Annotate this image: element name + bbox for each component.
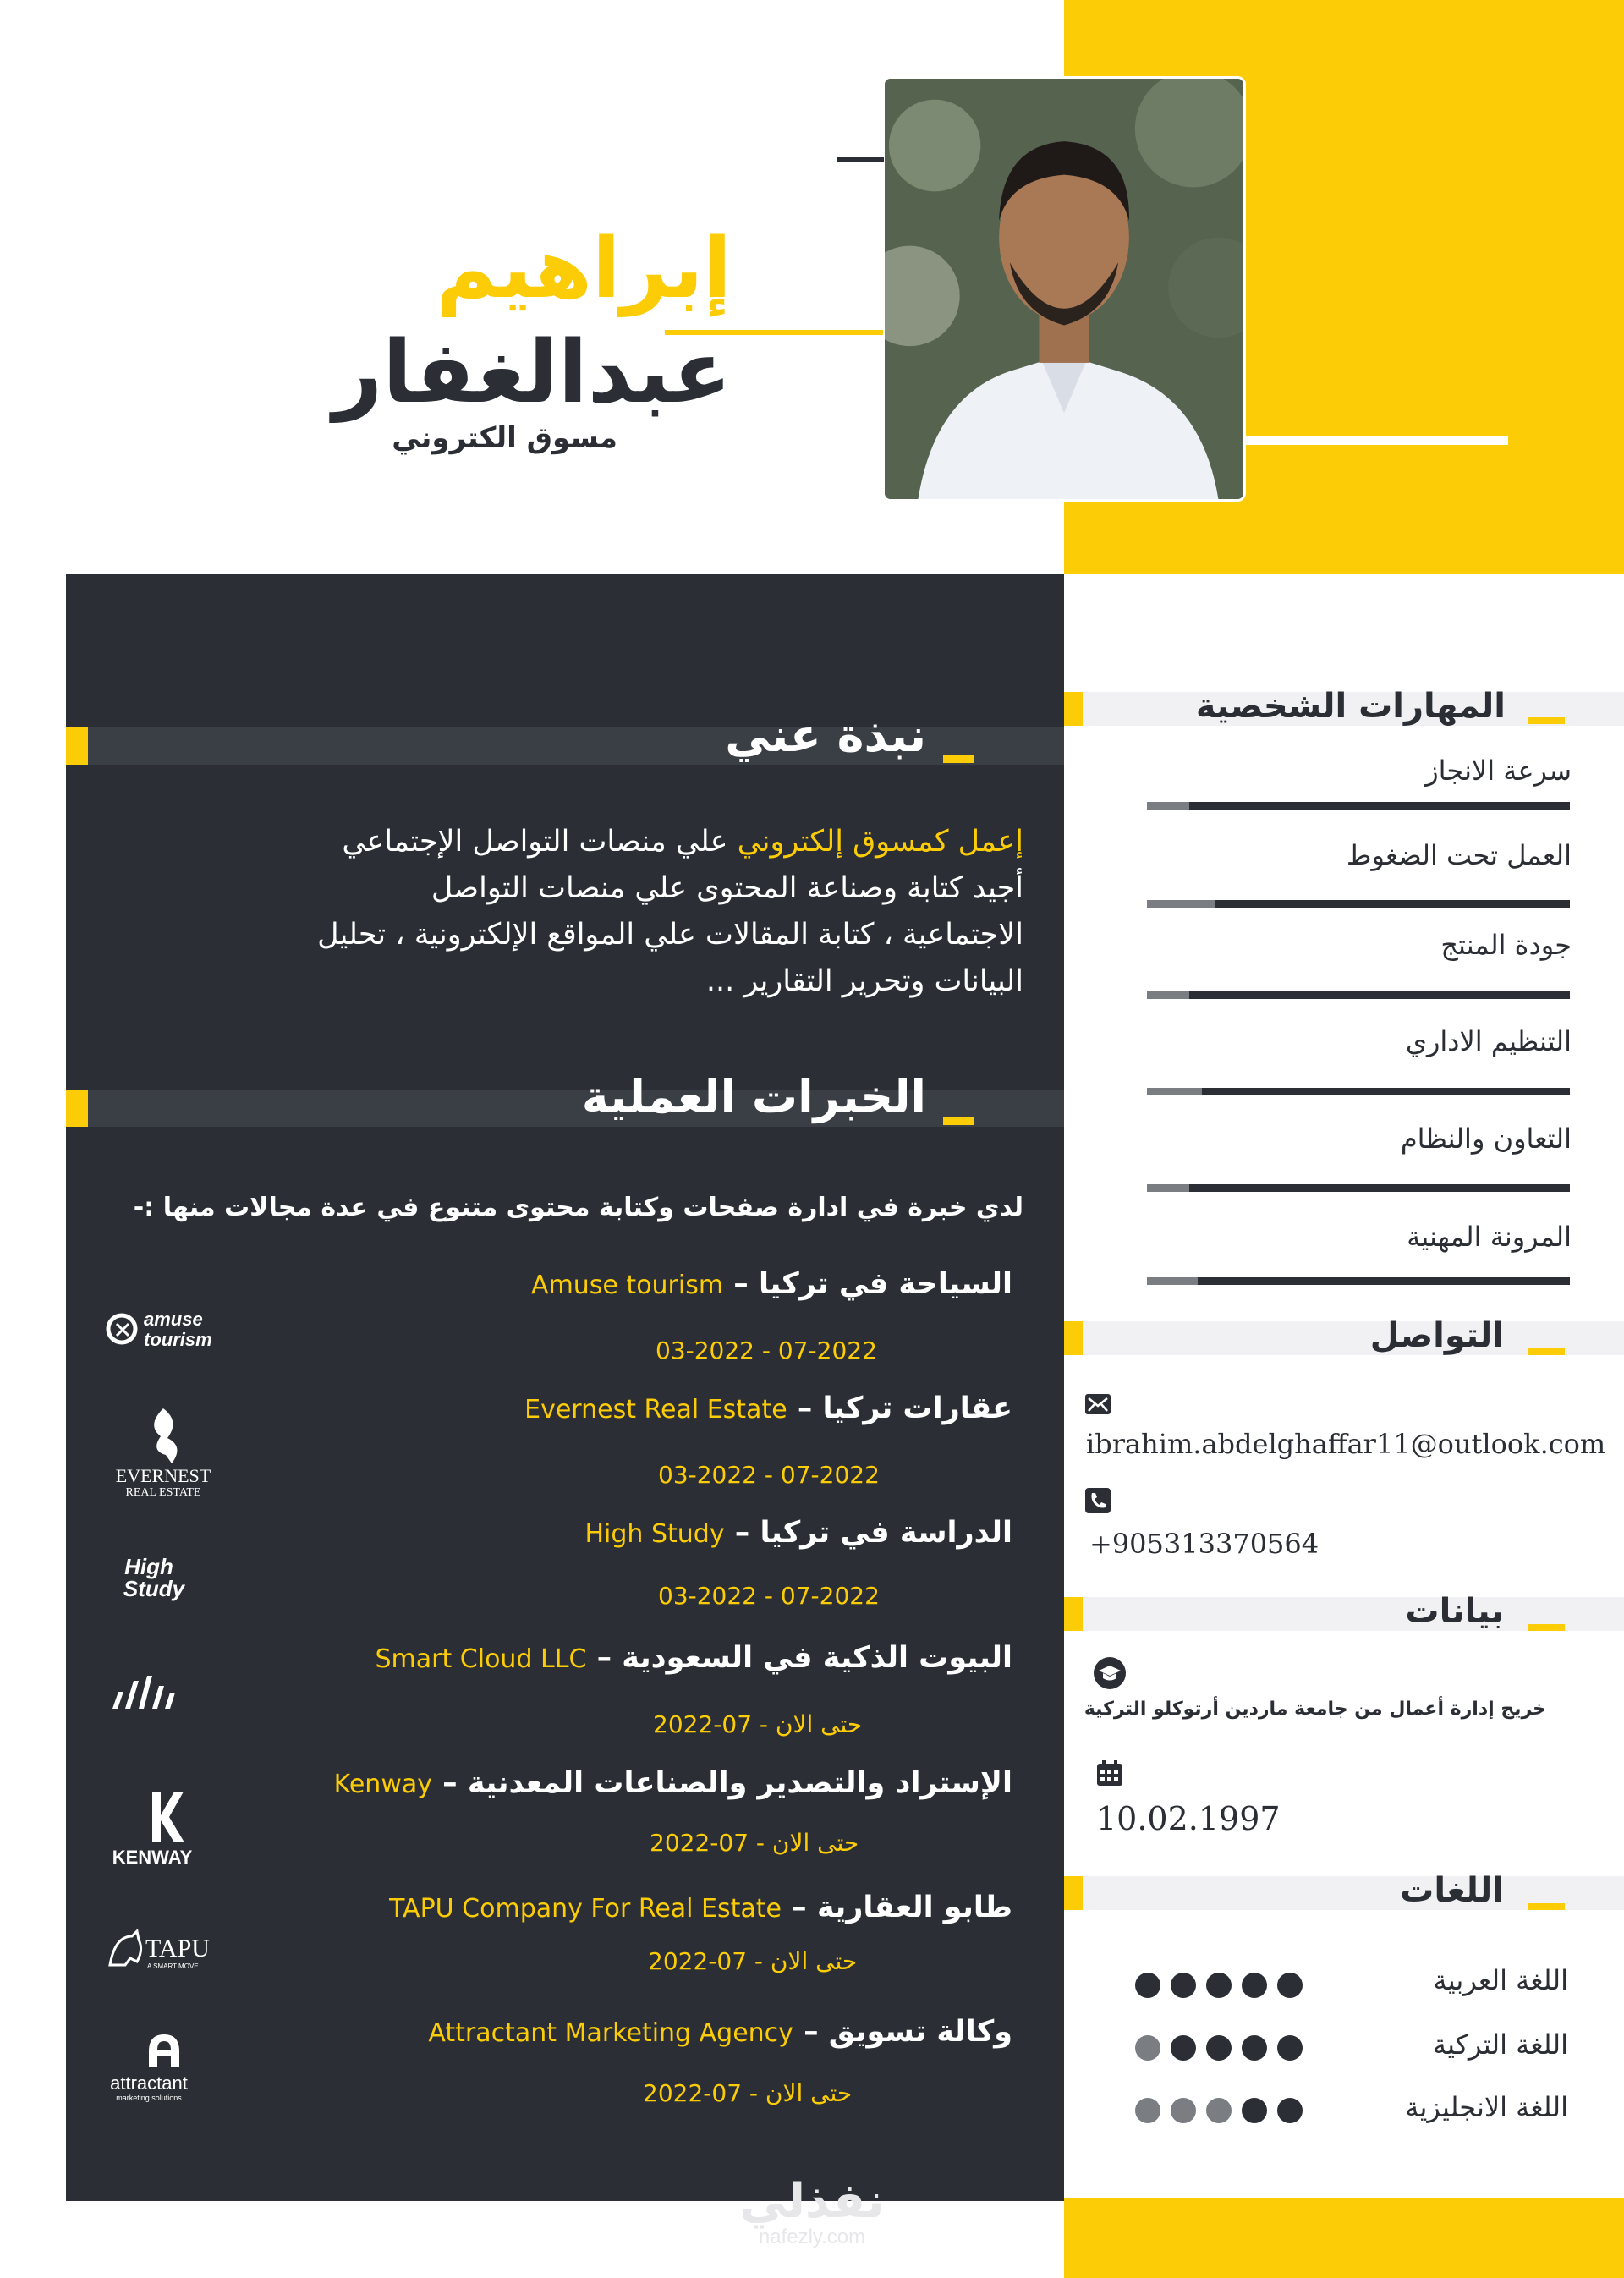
language-dot bbox=[1242, 2098, 1267, 2123]
language-level-dots bbox=[1135, 2035, 1303, 2061]
language-dot bbox=[1135, 2098, 1160, 2123]
svg-text:attractant: attractant bbox=[110, 2072, 188, 2094]
contact-title: التواصل bbox=[1369, 1316, 1504, 1355]
skill-label: العمل تحت الضغوط bbox=[1346, 839, 1572, 871]
decor-line-white bbox=[1246, 436, 1508, 445]
svg-text:KENWAY: KENWAY bbox=[112, 1847, 193, 1868]
yellow-footer-block bbox=[1064, 2198, 1624, 2278]
calendar-icon bbox=[1096, 1759, 1123, 1787]
job-dates: حتى الان - 07-2022 bbox=[643, 2079, 853, 2107]
skill-bar-fill bbox=[1147, 802, 1189, 810]
language-dot bbox=[1242, 1973, 1267, 1998]
profile-photo bbox=[882, 76, 1246, 502]
language-dot bbox=[1277, 2035, 1303, 2061]
job-company: Evernest Real Estate bbox=[524, 1395, 787, 1424]
skill-bar bbox=[1147, 802, 1570, 810]
language-dot bbox=[1171, 2098, 1196, 2123]
language-dot bbox=[1135, 2035, 1160, 2061]
skill-label: التنظيم الاداري bbox=[1405, 1025, 1572, 1057]
skill-bar-fill bbox=[1147, 900, 1215, 908]
svg-text:EVERNEST: EVERNEST bbox=[115, 1465, 211, 1486]
job-company: Attractant Marketing Agency bbox=[428, 2018, 793, 2048]
language-label: اللغة الانجليزية bbox=[1405, 2091, 1568, 2123]
job-dates: حتى الان - 07-2022 bbox=[653, 1710, 863, 1738]
languages-title: اللغات bbox=[1400, 1871, 1504, 1910]
skill-bar bbox=[1147, 1277, 1570, 1285]
svg-text:High: High bbox=[124, 1554, 173, 1579]
svg-text:amuse: amuse bbox=[144, 1309, 203, 1330]
job-role: طابو العقارية bbox=[816, 1891, 1012, 1924]
job-dates: حتى الان - 07-2022 bbox=[648, 1947, 858, 1975]
contact-title-dash bbox=[1528, 1348, 1565, 1355]
experience-title: الخبرات العملية bbox=[581, 1070, 926, 1123]
email-text[interactable]: ibrahim.abdelghaffar11@outlook.com bbox=[1086, 1428, 1606, 1460]
about-title: نبذة عني bbox=[725, 709, 926, 762]
job-company: Kenway bbox=[333, 1770, 432, 1799]
phone-text[interactable]: +905313370564 bbox=[1089, 1528, 1320, 1560]
language-level-dots bbox=[1135, 1973, 1303, 1998]
language-dot bbox=[1171, 1973, 1196, 1998]
skill-label: سرعة الانجاز bbox=[1425, 755, 1572, 787]
skill-bar-fill bbox=[1147, 1277, 1198, 1285]
first-name: إبراهيم bbox=[436, 221, 732, 317]
skill-label: جودة المنتج bbox=[1440, 929, 1572, 961]
language-dot bbox=[1206, 2035, 1232, 2061]
language-dot bbox=[1277, 1973, 1303, 1998]
svg-text:TAPU: TAPU bbox=[145, 1935, 210, 1962]
phone-icon bbox=[1084, 1487, 1111, 1514]
birth-date: 10.02.1997 bbox=[1096, 1800, 1281, 1837]
languages-title-dash bbox=[1528, 1903, 1565, 1910]
job-item: عقارات تركيا – Evernest Real Estate bbox=[524, 1392, 1012, 1425]
job-item: طابو العقارية – TAPU Company For Real Estate bbox=[389, 1891, 1012, 1924]
job-company: High Study bbox=[584, 1519, 725, 1549]
job-company: TAPU Company For Real Estate bbox=[389, 1894, 782, 1924]
svg-text:marketing solutions: marketing solutions bbox=[116, 2094, 182, 2102]
language-dot bbox=[1206, 1973, 1232, 1998]
skill-bar bbox=[1147, 1184, 1570, 1192]
about-highlight: إعمل كمسوق إلكتروني bbox=[737, 825, 1023, 859]
language-label: اللغة العربية bbox=[1433, 1964, 1568, 1996]
skill-bar bbox=[1147, 1088, 1570, 1095]
last-name: عبدالغفار bbox=[332, 322, 732, 423]
job-company: Smart Cloud LLC bbox=[375, 1644, 587, 1674]
decor-line-dark bbox=[837, 157, 884, 162]
job-company: Amuse tourism bbox=[531, 1271, 724, 1300]
amuse-tourism-logo bbox=[100, 1298, 227, 1362]
job-item: السياحة في تركيا – Amuse tourism bbox=[531, 1267, 1012, 1301]
language-dot bbox=[1277, 2098, 1303, 2123]
job-dates: 07-2022 - 03-2022 bbox=[658, 1461, 880, 1489]
evernest-logo bbox=[100, 1404, 227, 1506]
job-role: وكالة تسويق bbox=[828, 2015, 1012, 2049]
kenway-logo bbox=[100, 1785, 227, 1874]
education-text: خريج إدارة أعمال من جامعة ماردين أرتوكلو التركية bbox=[1084, 1699, 1546, 1720]
language-label: اللغة التركية bbox=[1433, 2028, 1568, 2061]
skill-bar-fill bbox=[1147, 1088, 1202, 1095]
skill-label: التعاون والنظام bbox=[1400, 1123, 1572, 1155]
graduation-cap-icon bbox=[1093, 1656, 1127, 1690]
experience-title-dash bbox=[943, 1117, 974, 1125]
language-dot bbox=[1171, 2035, 1196, 2061]
language-dot bbox=[1206, 2098, 1232, 2123]
skills-title: المهارات الشخصية bbox=[1195, 687, 1506, 726]
job-item: الدراسة في تركيا – High Study bbox=[584, 1516, 1012, 1550]
skill-bar bbox=[1147, 991, 1570, 999]
watermark: نفذلي nafezly.com bbox=[739, 2174, 885, 2248]
svg-text:REAL ESTATE: REAL ESTATE bbox=[125, 1486, 201, 1499]
language-level-dots bbox=[1135, 2098, 1303, 2123]
envelope-icon bbox=[1084, 1391, 1111, 1418]
job-title: مسوق الكتروني bbox=[392, 421, 617, 455]
smart-cloud-logo bbox=[100, 1671, 227, 1717]
job-role: السياحة في تركيا bbox=[758, 1267, 1012, 1301]
job-dates: 07-2022 - 03-2022 bbox=[658, 1582, 880, 1610]
high-study-logo bbox=[100, 1552, 227, 1607]
about-title-dash bbox=[943, 755, 974, 763]
job-item: وكالة تسويق – Attractant Marketing Agency bbox=[428, 2015, 1012, 2049]
job-item: الإستراد والتصدير والصناعات المعدنية – Kenway bbox=[333, 1766, 1012, 1800]
about-text: إعمل كمسوق إلكتروني علي منصات التواصل الإجتماعي أجيد كتابة وصناعة المحتوى علي منصات التواصل الاجتماعية ، كتابة المقالات علي المواقع الإلكترونية ، تحليل البيانات وتحرير التقارير ... bbox=[317, 825, 1023, 998]
tapu-logo bbox=[100, 1924, 227, 1979]
job-item: البيوت الذكية في السعودية – Smart Cloud LLC bbox=[375, 1641, 1012, 1675]
svg-text:tourism: tourism bbox=[144, 1329, 212, 1350]
attractant-logo bbox=[100, 2026, 227, 2111]
skill-bar-fill bbox=[1147, 1184, 1189, 1192]
job-role: عقارات تركيا bbox=[822, 1392, 1012, 1425]
info-title: بيانات bbox=[1405, 1592, 1504, 1631]
skill-bar-fill bbox=[1147, 991, 1189, 999]
experience-intro: لدي خبرة في ادارة صفحات وكتابة محتوى متنوع في عدة مجالات منها :- bbox=[133, 1193, 1023, 1222]
info-title-dash bbox=[1528, 1624, 1565, 1631]
svg-text:A SMART MOVE: A SMART MOVE bbox=[147, 1962, 199, 1970]
language-dot bbox=[1242, 2035, 1267, 2061]
job-role: البيوت الذكية في السعودية bbox=[622, 1641, 1012, 1675]
language-dot bbox=[1135, 1973, 1160, 1998]
skill-bar bbox=[1147, 900, 1570, 908]
job-role: الإستراد والتصدير والصناعات المعدنية bbox=[467, 1766, 1012, 1800]
svg-text:Study: Study bbox=[123, 1576, 185, 1601]
job-role: الدراسة في تركيا bbox=[760, 1516, 1012, 1550]
skill-label: المرونة المهنية bbox=[1407, 1221, 1572, 1253]
job-dates: حتى الان - 07-2022 bbox=[650, 1829, 859, 1857]
skills-title-dash bbox=[1528, 717, 1565, 724]
job-dates: 07-2022 - 03-2022 bbox=[656, 1337, 877, 1364]
